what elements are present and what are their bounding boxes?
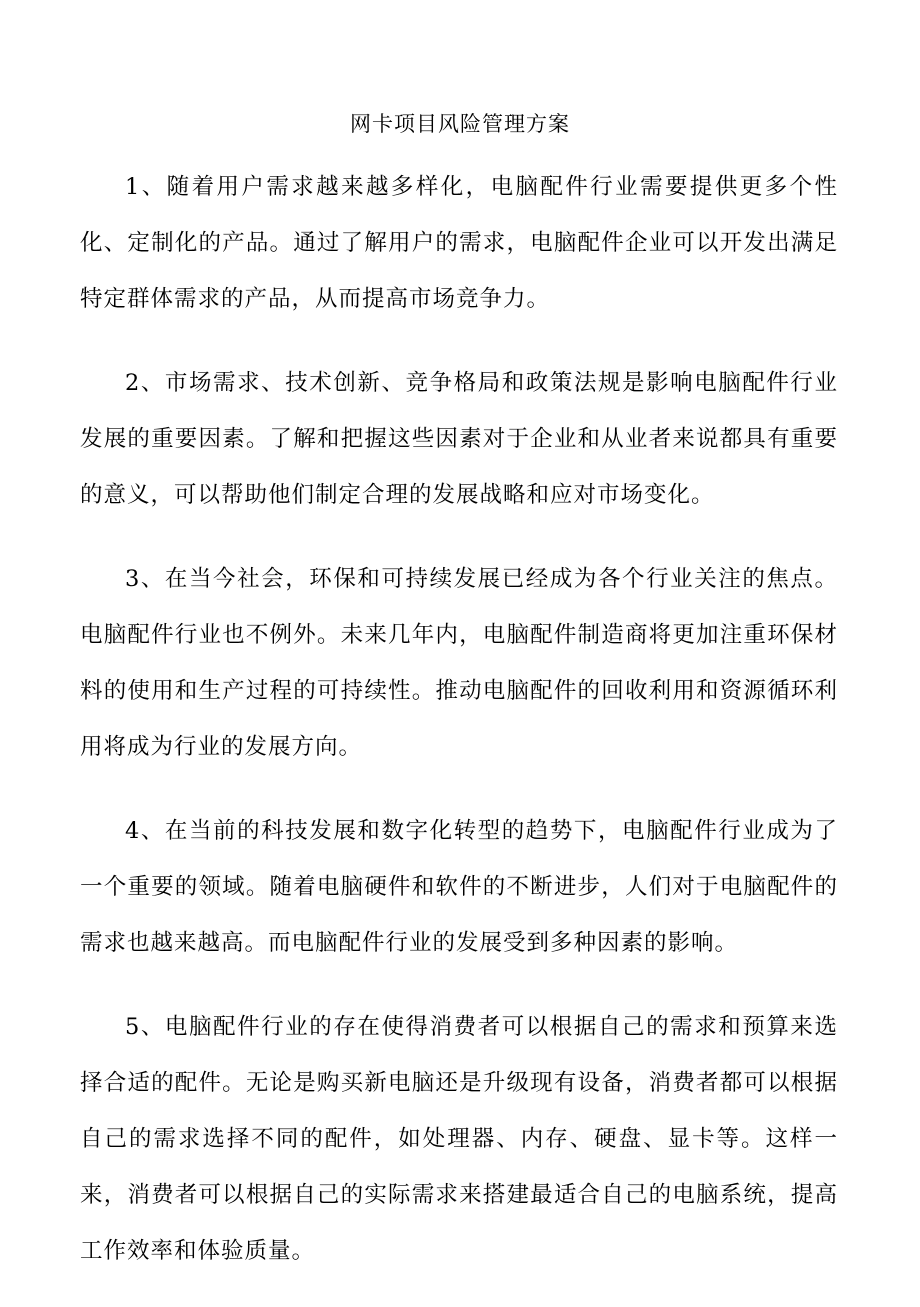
paragraph-2: 2、市场需求、技术创新、竞争格局和政策法规是影响电脑配件行业发展的重要因素。了解和把握这些因素对于企业和从业者来说都具有重要的意义，可以帮助他们制定合理的发展战略和应对市场变化。	[80, 370, 838, 508]
document-body	[80, 159, 838, 1307]
paragraph-1: 1、随着用户需求越来越多样化，电脑配件行业需要提供更多个性化、定制化的产品。通过了解用户的需求，电脑配件企业可以开发出满足特定群体需求的产品，从而提高市场竞争力。	[80, 174, 838, 312]
paragraph-5: 5、电脑配件行业的存在使得消费者可以根据自己的需求和预算来选择合适的配件。无论是购买新电脑还是升级现有设备，消费者都可以根据自己的需求选择不同的配件，如处理器、内存、硬盘、显卡等。这样一来，消费者可以根据自己的实际需求来搭建最适合自己的电脑系统，提高工作效率和体验质量。	[80, 1014, 838, 1264]
paragraph-4: 4、在当前的科技发展和数字化转型的趋势下，电脑配件行业成为了一个重要的领域。随着电脑硬件和软件的不断进步，人们对于电脑配件的需求也越来越高。而电脑配件行业的发展受到多种因素的影响。	[80, 818, 838, 956]
document-title: 网卡项目风险管理方案	[350, 112, 570, 136]
paragraph-3: 3、在当今社会，环保和可持续发展已经成为各个行业关注的焦点。电脑配件行业也不例外。未来几年内，电脑配件制造商将更加注重环保材料的使用和生产过程的可持续性。推动电脑配件的回收利用和资源循环利用将成为行业的发展方向。	[80, 566, 838, 760]
